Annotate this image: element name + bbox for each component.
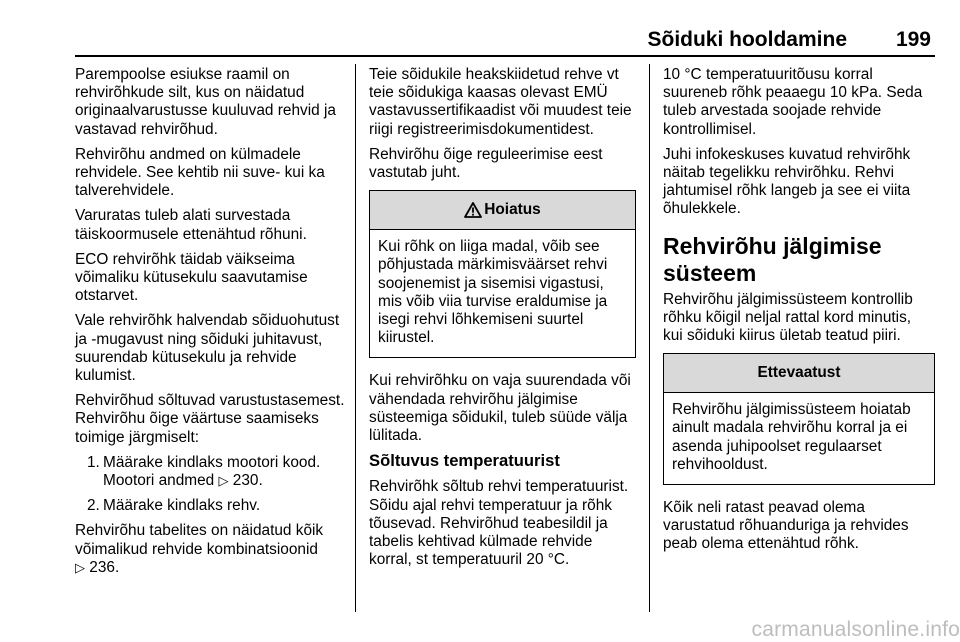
caution-box [663, 353, 935, 485]
paragraph [75, 522, 347, 577]
paragraph: Juhi infokeskuses kuvatud rehvirõhk näitab tegelikku rehvirõhku. Rehvi jahtumisel rõhk langeb ja see ei viita õhulekkele. [663, 145, 911, 218]
step-text: Määrake kindlaks rehv. [103, 497, 261, 515]
chapter-title: Sõiduki hooldamine [647, 28, 847, 51]
step-text: Määrake kindlaks mootori kood. Mootori andmed [103, 453, 321, 490]
page-reference-link[interactable]: 236. [89, 558, 120, 576]
caution-header [664, 354, 934, 393]
caution-text: Rehvirõhu jälgimissüsteem hoiatab ainult madala rehvirõhu korral ja ei asenda juhipoolset regulaarset rehvihooldust. [672, 401, 911, 473]
paragraph: Kõik neli ratast peavad olema varustatud rõhuanduriga ja rehvides peab olema ettenähtud rõhk. [663, 499, 909, 553]
arrow-reference-icon: ▷ [218, 473, 229, 489]
paragraph: Kui rehvirõhku on vaja suurendada või vähendada rehvirõhu jälgimise süsteemiga sõidukil, tuleb süüde välja lülitada. [369, 372, 631, 445]
list-item [75, 454, 347, 490]
warning-text: Kui rõhk on liiga madal, võib see põhjustada märkimisväärset rehvi soojenemist ja sisemisi vigastusi, mis võib viia turvise eraldumise ja isegi rehvi lõhkemiseni suurtel kiirustel. [378, 238, 608, 347]
warning-box [369, 190, 636, 358]
steps-list [75, 454, 347, 516]
column-3 [663, 66, 935, 561]
warning-triangle-icon [464, 202, 482, 218]
column-1 [75, 66, 347, 584]
paragraph: Varuratas tuleb alati survestada täiskoormusele ettenähtud rõhuni. [75, 207, 307, 243]
column-divider-1 [355, 64, 356, 612]
section-subheading: Sõltuvus temperatuurist [369, 451, 560, 471]
warning-header [370, 191, 635, 230]
step-number: 1. [87, 453, 100, 471]
paragraph: Rehvirõhud sõltuvad varustustasemest. Rehvirõhu õige väärtuse saamiseks toimige järgmiselt: [75, 392, 345, 446]
step-number: 2. [87, 497, 100, 515]
page-reference-link[interactable]: 230. [232, 472, 263, 490]
column-divider-2 [649, 64, 650, 612]
paragraph: Rehvirõhu õige reguleerimise eest vastutab juht. [369, 145, 603, 182]
caution-title: Ettevaatust [757, 364, 841, 382]
section-heading: Rehvirõhu jälgimise süsteem [663, 232, 882, 286]
arrow-reference-icon: ▷ [75, 559, 85, 575]
paragraph: Parempoolse esiukse raamil on rehvirõhkude silt, kus on näidatud originaalvarustusse kuuluvad rehvid ja vastavad rehvirõhud. [75, 66, 336, 138]
paragraph-text: Rehvirõhu tabelites on näidatud kõik võimalikud rehvide kombinatsioonid [75, 522, 324, 558]
column-2 [369, 66, 636, 576]
page-number: 199 [895, 28, 931, 51]
paragraph: Teie sõidukile heakskiidetud rehve vt teie sõidukiga kaasas olevast EMÜ vastavussertifikaadist või muudest teie riigi registreerimisdokumentidest. [369, 66, 632, 138]
warning-title: Hoiatus [484, 201, 541, 219]
list-item [75, 497, 347, 515]
watermark: carmanualsonline.info [751, 618, 960, 641]
header-rule [75, 55, 935, 57]
paragraph: Rehvirõhk sõltub rehvi temperatuurist. Sõidu ajal rehvi temperatuur ja rõhk tõusevad. Rehvirõhud teabesildil ja tabelis kehtivad külmade rehvide korral, st temperatuuril 20 °C. [369, 478, 629, 569]
page-header [75, 26, 935, 54]
paragraph: Vale rehvirõhk halvendab sõiduohutust ja -mugavust ning sõiduki juhitavust, suurendab kütusekulu ja rehvide kulumist. [75, 312, 340, 385]
paragraph: Rehvirõhu jälgimissüsteem kontrollib rõhku kõigil neljal rattal kord minutis, kui sõiduki kiirus ületab teatud piiri. [663, 290, 913, 345]
paragraph: Rehvirõhu andmed on külmadele rehvidele. See kehtib nii suve- kui ka talverehvidele. [75, 145, 325, 200]
paragraph: 10 °C temperatuuritõusu korral suureneb rõhk peaaegu 10 kPa. Seda tuleb arvestada soojade rehvide kontrollimisel. [663, 66, 923, 138]
paragraph: ECO rehvirõhk täidab väikseima võimaliku kütusekulu saavutamise otstarvet. [75, 250, 308, 305]
